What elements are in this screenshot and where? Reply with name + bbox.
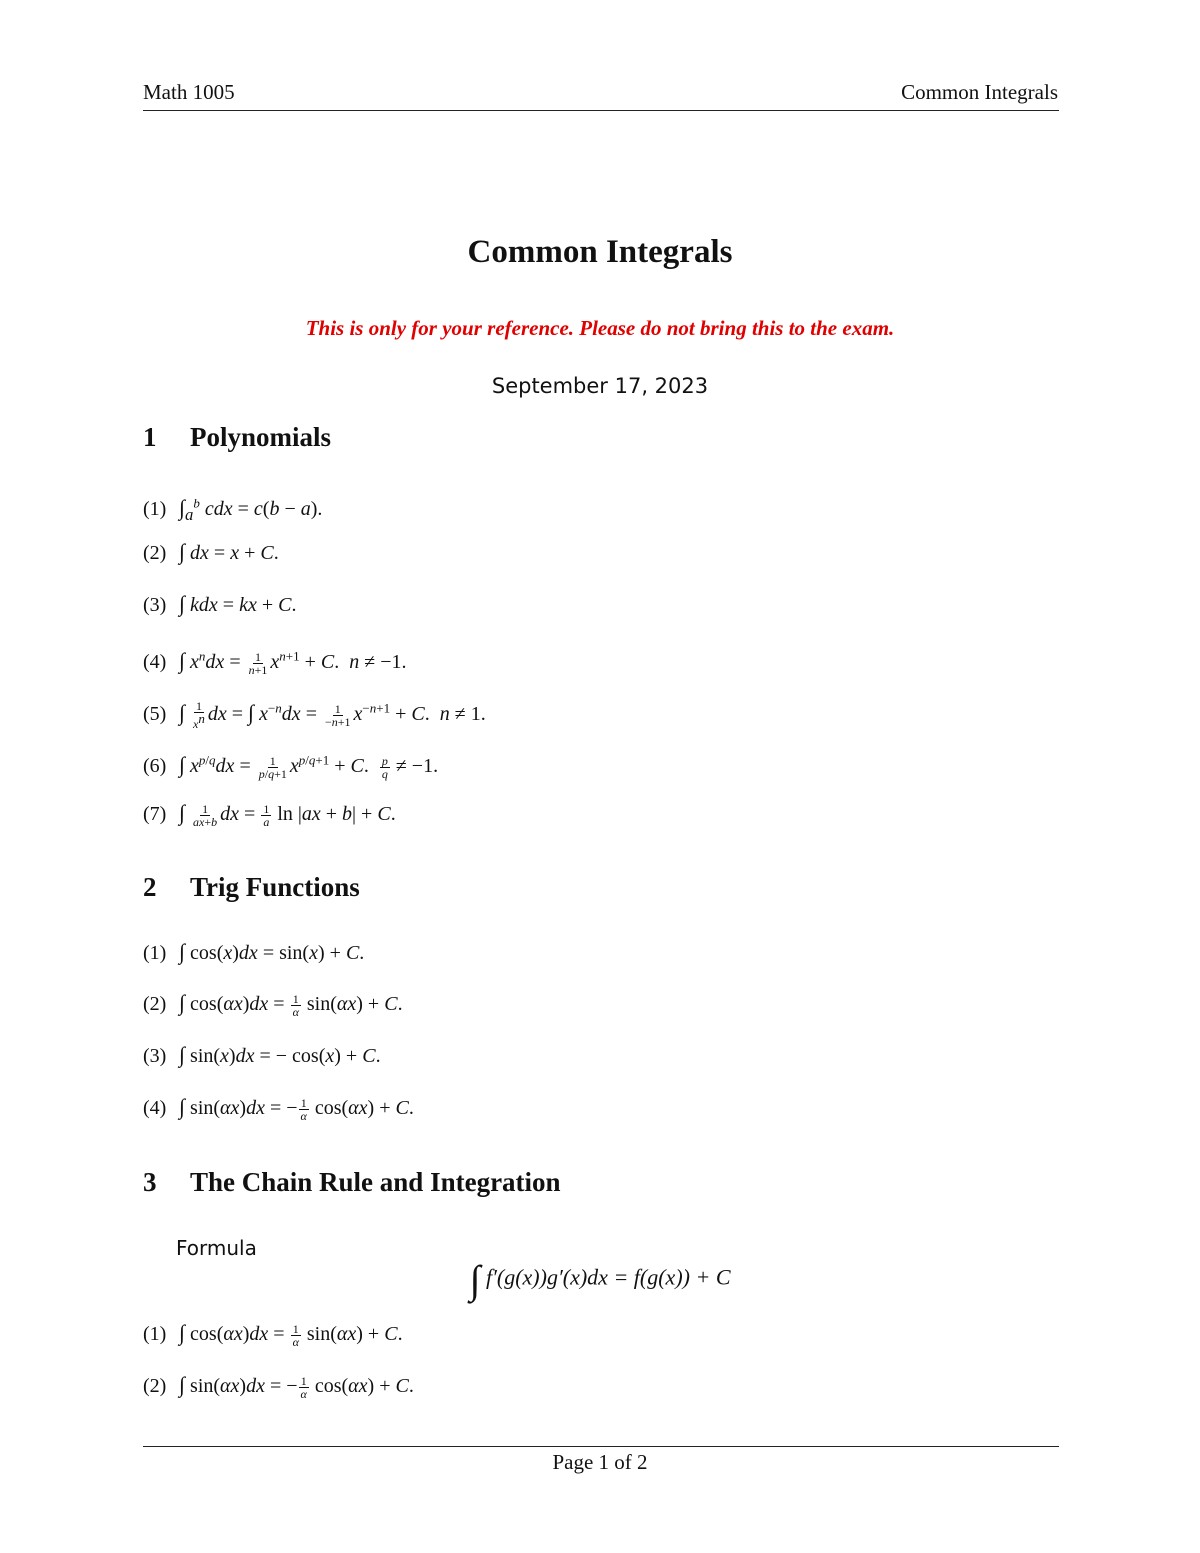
formula: ∫ cos(αx)dx = $\frac{1}{\alpha}$ sin(αx) + C. — [179, 1320, 403, 1349]
chain-item-2 — [143, 1370, 414, 1401]
poly-item-7 — [143, 798, 396, 829]
formula: ∫ cos(x)dx = sin(x) + C. — [179, 939, 365, 964]
header-rule — [143, 110, 1059, 111]
item-number: (2) — [143, 993, 167, 1015]
section-number: 1 — [143, 422, 157, 452]
formula: ∫ $\frac{1}{ax+b}$ dx = $\frac{1}{a}$ ln |ax + b| + C. — [179, 800, 396, 829]
integral-sign: ∫ — [469, 1257, 481, 1302]
poly-item-3 — [143, 589, 296, 620]
section-number: 2 — [143, 872, 157, 902]
formula: ∫ cos(αx)dx = $\frac{1}{\alpha}$ sin(αx) + C. — [179, 990, 403, 1019]
document-date: September 17, 2023 — [491, 374, 709, 398]
formula: ∫ sin(αx)dx = − $\frac{1}{\alpha}$ cos(αx) + C. — [179, 1094, 414, 1123]
section-heading-chain-rule — [143, 1167, 561, 1198]
poly-item-2 — [143, 537, 279, 568]
chain-item-1 — [143, 1318, 403, 1349]
item-number: (1) — [143, 1323, 167, 1345]
item-number: (2) — [143, 542, 167, 564]
item-number: (4) — [143, 650, 167, 673]
page-title: Common Integrals — [467, 234, 733, 270]
formula: ∫ dx = x + C. — [179, 539, 279, 564]
item-number: (6) — [143, 754, 167, 777]
item-number: (5) — [143, 702, 167, 725]
poly-item-4 — [143, 641, 407, 677]
formula: ∫ kdx = kx + C. — [179, 591, 297, 616]
trig-item-1 — [143, 937, 364, 968]
item-number: (3) — [143, 1045, 167, 1067]
trig-item-4 — [143, 1092, 414, 1123]
reference-note: This is only for your reference. Please do not bring this to the exam. — [305, 316, 895, 340]
section-heading-polynomials — [143, 422, 331, 453]
poly-item-5 — [143, 693, 486, 730]
header-left: Math 1005 — [143, 80, 235, 104]
item-number: (2) — [143, 1375, 167, 1397]
display-formula-text: f′(g(x))g′(x)dx = f(g(x)) + C — [485, 1264, 731, 1290]
section-title: Trig Functions — [190, 872, 360, 902]
poly-item-1 — [143, 488, 322, 530]
header-right: Common Integrals — [901, 80, 1058, 104]
footer-rule — [143, 1446, 1059, 1447]
item-number: (1) — [143, 497, 167, 520]
formula: $\int_a^b$ cdx = c(b − a). — [179, 494, 323, 524]
formula: ∫ sin(αx)dx = − $\frac{1}{\alpha}$ cos(αx) + C. — [179, 1372, 414, 1401]
poly-item-6 — [143, 745, 438, 781]
formula: ∫ sin(x)dx = − cos(x) + C. — [179, 1042, 381, 1067]
item-number: (7) — [143, 803, 167, 825]
section-number: 3 — [143, 1167, 157, 1197]
formula: ∫ $\frac{1}{x^n}$ dx = ∫ $x^{-n}dx$ = $\frac{1}{-n+1}$ $x^{-n+1} + C$. n ≠ 1. — [179, 699, 486, 732]
item-number: (3) — [143, 594, 167, 616]
section-title: Polynomials — [190, 422, 332, 452]
trig-item-3 — [143, 1040, 381, 1071]
display-formula — [0, 1256, 1200, 1303]
section-title: The Chain Rule and Integration — [190, 1167, 561, 1197]
section-heading-trig — [143, 872, 360, 903]
formula: ∫ $x^ndx$ = $\frac{1}{n+1}$ $x^{n+1} + C$. n ≠ −1. — [179, 647, 407, 677]
page-footer: Page 1 of 2 — [552, 1450, 648, 1474]
trig-item-2 — [143, 988, 403, 1019]
formula-label: Formula — [176, 1236, 257, 1260]
item-number: (1) — [143, 942, 167, 964]
item-number: (4) — [143, 1097, 167, 1119]
formula: ∫ $x^{p/q}dx$ = $\frac{1}{p/q+1}$ $x^{p/q+1} + C$. $\frac{p}{q}$ ≠ −1. — [179, 751, 439, 781]
